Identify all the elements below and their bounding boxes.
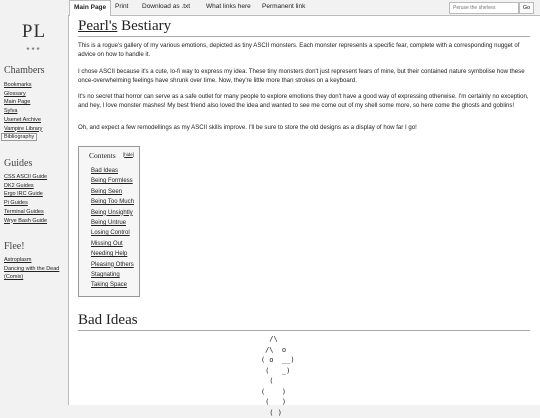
main-content (68, 16, 540, 417)
sidebar-link[interactable]: DK2 Guides (4, 182, 34, 189)
toc-link-being-seen[interactable]: Being Seen (91, 188, 123, 195)
sidebar-link[interactable]: Main Page (4, 99, 31, 106)
sidebar-link[interactable]: Wrye Bash Guide (4, 217, 48, 224)
sidebar-link[interactable]: Vampire Library (4, 125, 43, 132)
tab-main-page[interactable]: Main Page (69, 0, 111, 17)
toc-link-losing-control[interactable]: Losing Control (91, 230, 130, 237)
intro-paragraph-1: This is a rogue's gallery of my various emotions, depicted as tiny ASCII monsters. Each monster represents a specific fear, complete with a corresponding nugget of advice on how to handle it. (78, 42, 520, 59)
tab-what-links-here[interactable]: What links here (206, 3, 251, 10)
toc-link-pleasing-others[interactable]: Pleasing Others (91, 261, 134, 268)
toc-link-stagnating[interactable]: Stagnating (91, 272, 120, 279)
sidebar-item-glossary[interactable] (4, 90, 68, 99)
toc-item[interactable] (91, 270, 134, 280)
sidebar-heading-guides: Guides (4, 158, 33, 169)
sidebar-item-css-ascii-guide[interactable] (4, 173, 68, 182)
toc-link-being-unsightly[interactable]: Being Unsightly (91, 209, 133, 216)
sidebar-link[interactable]: Dancing with the Dead (4, 265, 60, 272)
intro-paragraph-3: It's no secret that horror can serve as a safe outlet for many people to explore emotions they don't have a good way of expressing otherwise. I'm certainly no exception, and hey, I love monster mashes! My best friend also loved the idea and wanted to see me come out of my shell some more, so here come the ghosts and goblins! (78, 93, 529, 110)
sidebar-item-vampire-library[interactable] (4, 125, 68, 134)
toc-link-missing-out[interactable]: Missing Out (91, 240, 123, 247)
sidebar-item-dk2-guides[interactable] (4, 182, 68, 191)
toc-item[interactable] (91, 260, 134, 270)
sidebar-link[interactable]: Pi Guides (4, 200, 28, 207)
page-title-link[interactable]: Pearl's (78, 18, 118, 34)
toc-link-bad-ideas[interactable]: Bad Ideas (91, 168, 119, 174)
sidebar-item-astroplasm[interactable] (4, 256, 68, 265)
toc-item[interactable] (91, 218, 134, 228)
sidebar-link[interactable]: (Comix) (4, 274, 24, 281)
sidebar-link[interactable]: CSS ASCII Guide (4, 174, 48, 180)
sidebar-item-usenet-archive[interactable] (4, 116, 68, 125)
tab-download-txt[interactable]: Download as .txt (142, 3, 191, 10)
sidebar-heading-flee: Flee! (4, 241, 25, 252)
toc-hide-open: [ (123, 152, 125, 157)
sidebar-item-dancing-with-the-dead[interactable] (4, 265, 68, 274)
ascii-monster-art: /\ /\ o ( o __) ( _) ( ( ) ( ) ( ) (260, 335, 295, 417)
sidebar-item-bookmarks[interactable] (4, 81, 68, 90)
toc-item[interactable] (91, 239, 134, 249)
sidebar-list-chambers (4, 81, 68, 142)
sidebar-link[interactable]: Bookmarks (4, 82, 32, 88)
toc-item[interactable] (91, 280, 134, 290)
search-go-button[interactable]: Go (519, 2, 534, 14)
sidebar-item-ergo-irc-guide[interactable] (4, 190, 68, 199)
toc-item[interactable] (91, 176, 134, 186)
sidebar-item-bibliography[interactable] (4, 133, 68, 142)
toc-link-taking-space[interactable]: Taking Space (91, 282, 128, 289)
toc-hide-close: ] (132, 152, 135, 157)
toc-item[interactable] (91, 166, 134, 176)
table-of-contents (78, 146, 140, 297)
toc-item[interactable] (91, 187, 134, 197)
tab-permanent-link[interactable]: Permanent link (262, 3, 306, 10)
sidebar-item-sylva[interactable] (4, 107, 68, 116)
toc-link-being-too-much[interactable]: Being Too Much (91, 199, 134, 206)
sidebar-link[interactable]: Astroplasm (4, 257, 32, 263)
toc-item[interactable] (91, 228, 134, 238)
sidebar-item-main-page[interactable] (4, 98, 68, 107)
intro-paragraph-4: Oh, and expect a few remodellings as my ASCII skills improve. I'll be sure to store the old designs as a display of how far I go! (78, 124, 417, 131)
toc-item[interactable] (91, 208, 134, 218)
toc-link-being-untrue[interactable]: Being Untrue (91, 220, 127, 227)
toc-link-needing-help[interactable]: Needing Help (91, 251, 128, 258)
sidebar-item-comix[interactable] (4, 273, 68, 282)
sidebar-link[interactable]: Glossary (4, 90, 26, 97)
site-logo[interactable]: PL (21, 21, 47, 42)
sidebar-list-flee (4, 256, 68, 282)
toc-hide-label[interactable]: hide (124, 152, 133, 157)
intro-paragraph-2: I chose ASCII because it's a cute, lo-fi way to express my idea. These tiny monsters don't just represent fears of mine, but their contained nature symbolise how these once-overwhelming feelings have shrunk over time. Now, they're little more than strokes on a keyboard. (78, 68, 525, 85)
sidebar-link[interactable]: Usenet Archive (4, 116, 41, 123)
sidebar-item-terminal-guides[interactable] (4, 208, 68, 217)
tab-print[interactable]: Print (115, 3, 129, 10)
sidebar-item-wrye-bash-guide[interactable] (4, 217, 68, 226)
toc-list (91, 166, 134, 291)
search-input[interactable] (449, 2, 519, 14)
sidebar-link[interactable]: Terminal Guides (4, 208, 44, 215)
toc-hide-toggle[interactable] (123, 152, 134, 157)
sidebar-item-pi-guides[interactable] (4, 199, 68, 208)
sidebar-heading-chambers: Chambers (4, 65, 45, 76)
logo-divider-stars: *** (26, 46, 42, 55)
toc-title: Contents (89, 151, 116, 160)
page-title (78, 18, 530, 37)
sidebar (0, 0, 68, 405)
sidebar-link[interactable]: Ergo IRC Guide (4, 191, 43, 198)
toc-item[interactable] (91, 197, 134, 207)
toc-item[interactable] (91, 249, 134, 259)
sidebar-link[interactable]: Bibliography (1, 133, 37, 141)
section-heading-bad-ideas: Bad Ideas (78, 312, 530, 331)
sidebar-list-guides (4, 173, 68, 225)
toc-link-being-formless[interactable]: Being Formless (91, 178, 133, 185)
page-title-rest: Bestiary (117, 18, 172, 34)
sidebar-link[interactable]: Sylva (4, 108, 18, 115)
